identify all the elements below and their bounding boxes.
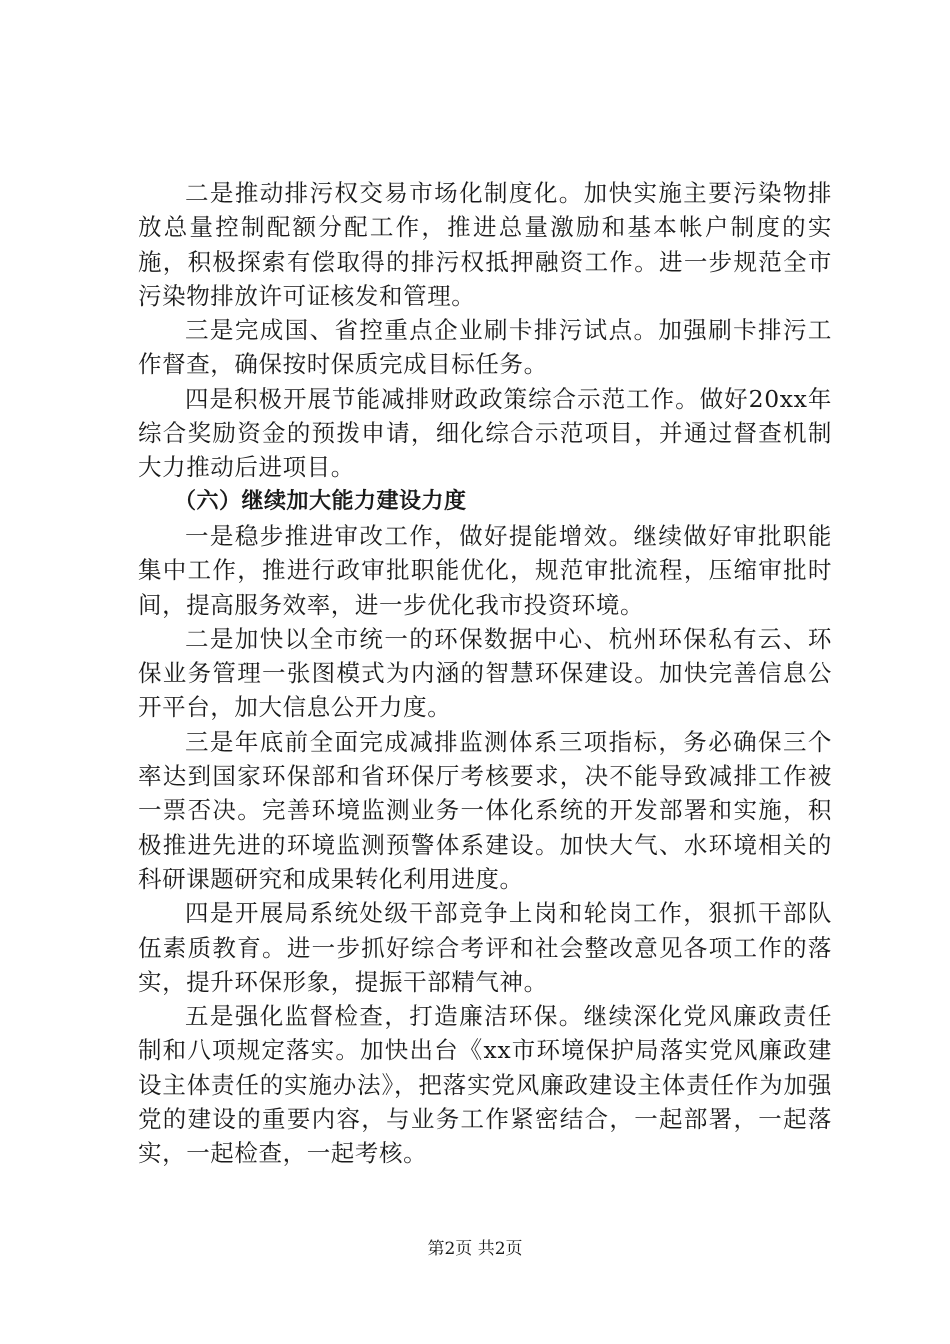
paragraph-emission-trading: 二是推动排污权交易市场化制度化。加快实施主要污染物排放总量控制配额分配工作，推进总量激励和基本帐户制度的实施，积极探索有偿取得的排污权抵押融资工作。进一步规范全市污染物排放许可证核发和管理。 bbox=[138, 179, 832, 310]
paragraph-cadre-rotation: 四是开展局系统处级干部竞争上岗和轮岗工作，狠抓干部队伍素质教育。进一步抓好综合考评和社会整改意见各项工作的落实，提升环保形象，提振干部精气神。 bbox=[138, 899, 832, 996]
section-heading: （六）继续加大能力建设力度 bbox=[174, 488, 467, 514]
paragraph-monitoring-system: 三是年底前全面完成减排监测体系三项指标，务必确保三个率达到国家环保部和省环保厅考核要求，决不能导致减排工作被一票否决。完善环境监测业务一体化系统的开发部署和实施，积极推进先进的环境监测预警体系建设。加快大气、水环境相关的科研课题研究和成果转化利用进度。 bbox=[138, 727, 832, 893]
document-body bbox=[138, 176, 832, 1171]
paragraph-fiscal-policy-demo: 四是积极开展节能减排财政政策综合示范工作。做好20xx年综合奖励资金的预拨申请，细化综合示范项目，并通过督查机制大力推动后进项目。 bbox=[138, 384, 832, 482]
paragraph-integrity-supervision: 五是强化监督检查，打造廉洁环保。继续深化党风廉政责任制和八项规定落实。加快出台《xx市环境保护局落实党风廉政建设主体责任的实施办法》，把落实党风廉政建设主体责任作为加强党的建设的重要内容，与业务工作紧密结合，一起部署，一起落实，一起检查，一起考核。 bbox=[138, 1002, 832, 1168]
paragraph-smart-environment: 二是加快以全市统一的环保数据中心、杭州环保私有云、环保业务管理一张图模式为内涵的智慧环保建设。加快完善信息公开平台，加大信息公开力度。 bbox=[138, 624, 832, 722]
paragraph-approval-reform: 一是稳步推进审改工作，做好提能增效。继续做好审批职能集中工作，推进行政审批职能优化，规范审批流程，压缩审批时间，提高服务效率，进一步优化我市投资环境。 bbox=[138, 521, 832, 619]
paragraph-card-discharge-pilot: 三是完成国、省控重点企业刷卡排污试点。加强刷卡排污工作督查，确保按时保质完成目标任务。 bbox=[138, 316, 832, 379]
page-number-footer: 第2页 共2页 bbox=[427, 1239, 523, 1259]
